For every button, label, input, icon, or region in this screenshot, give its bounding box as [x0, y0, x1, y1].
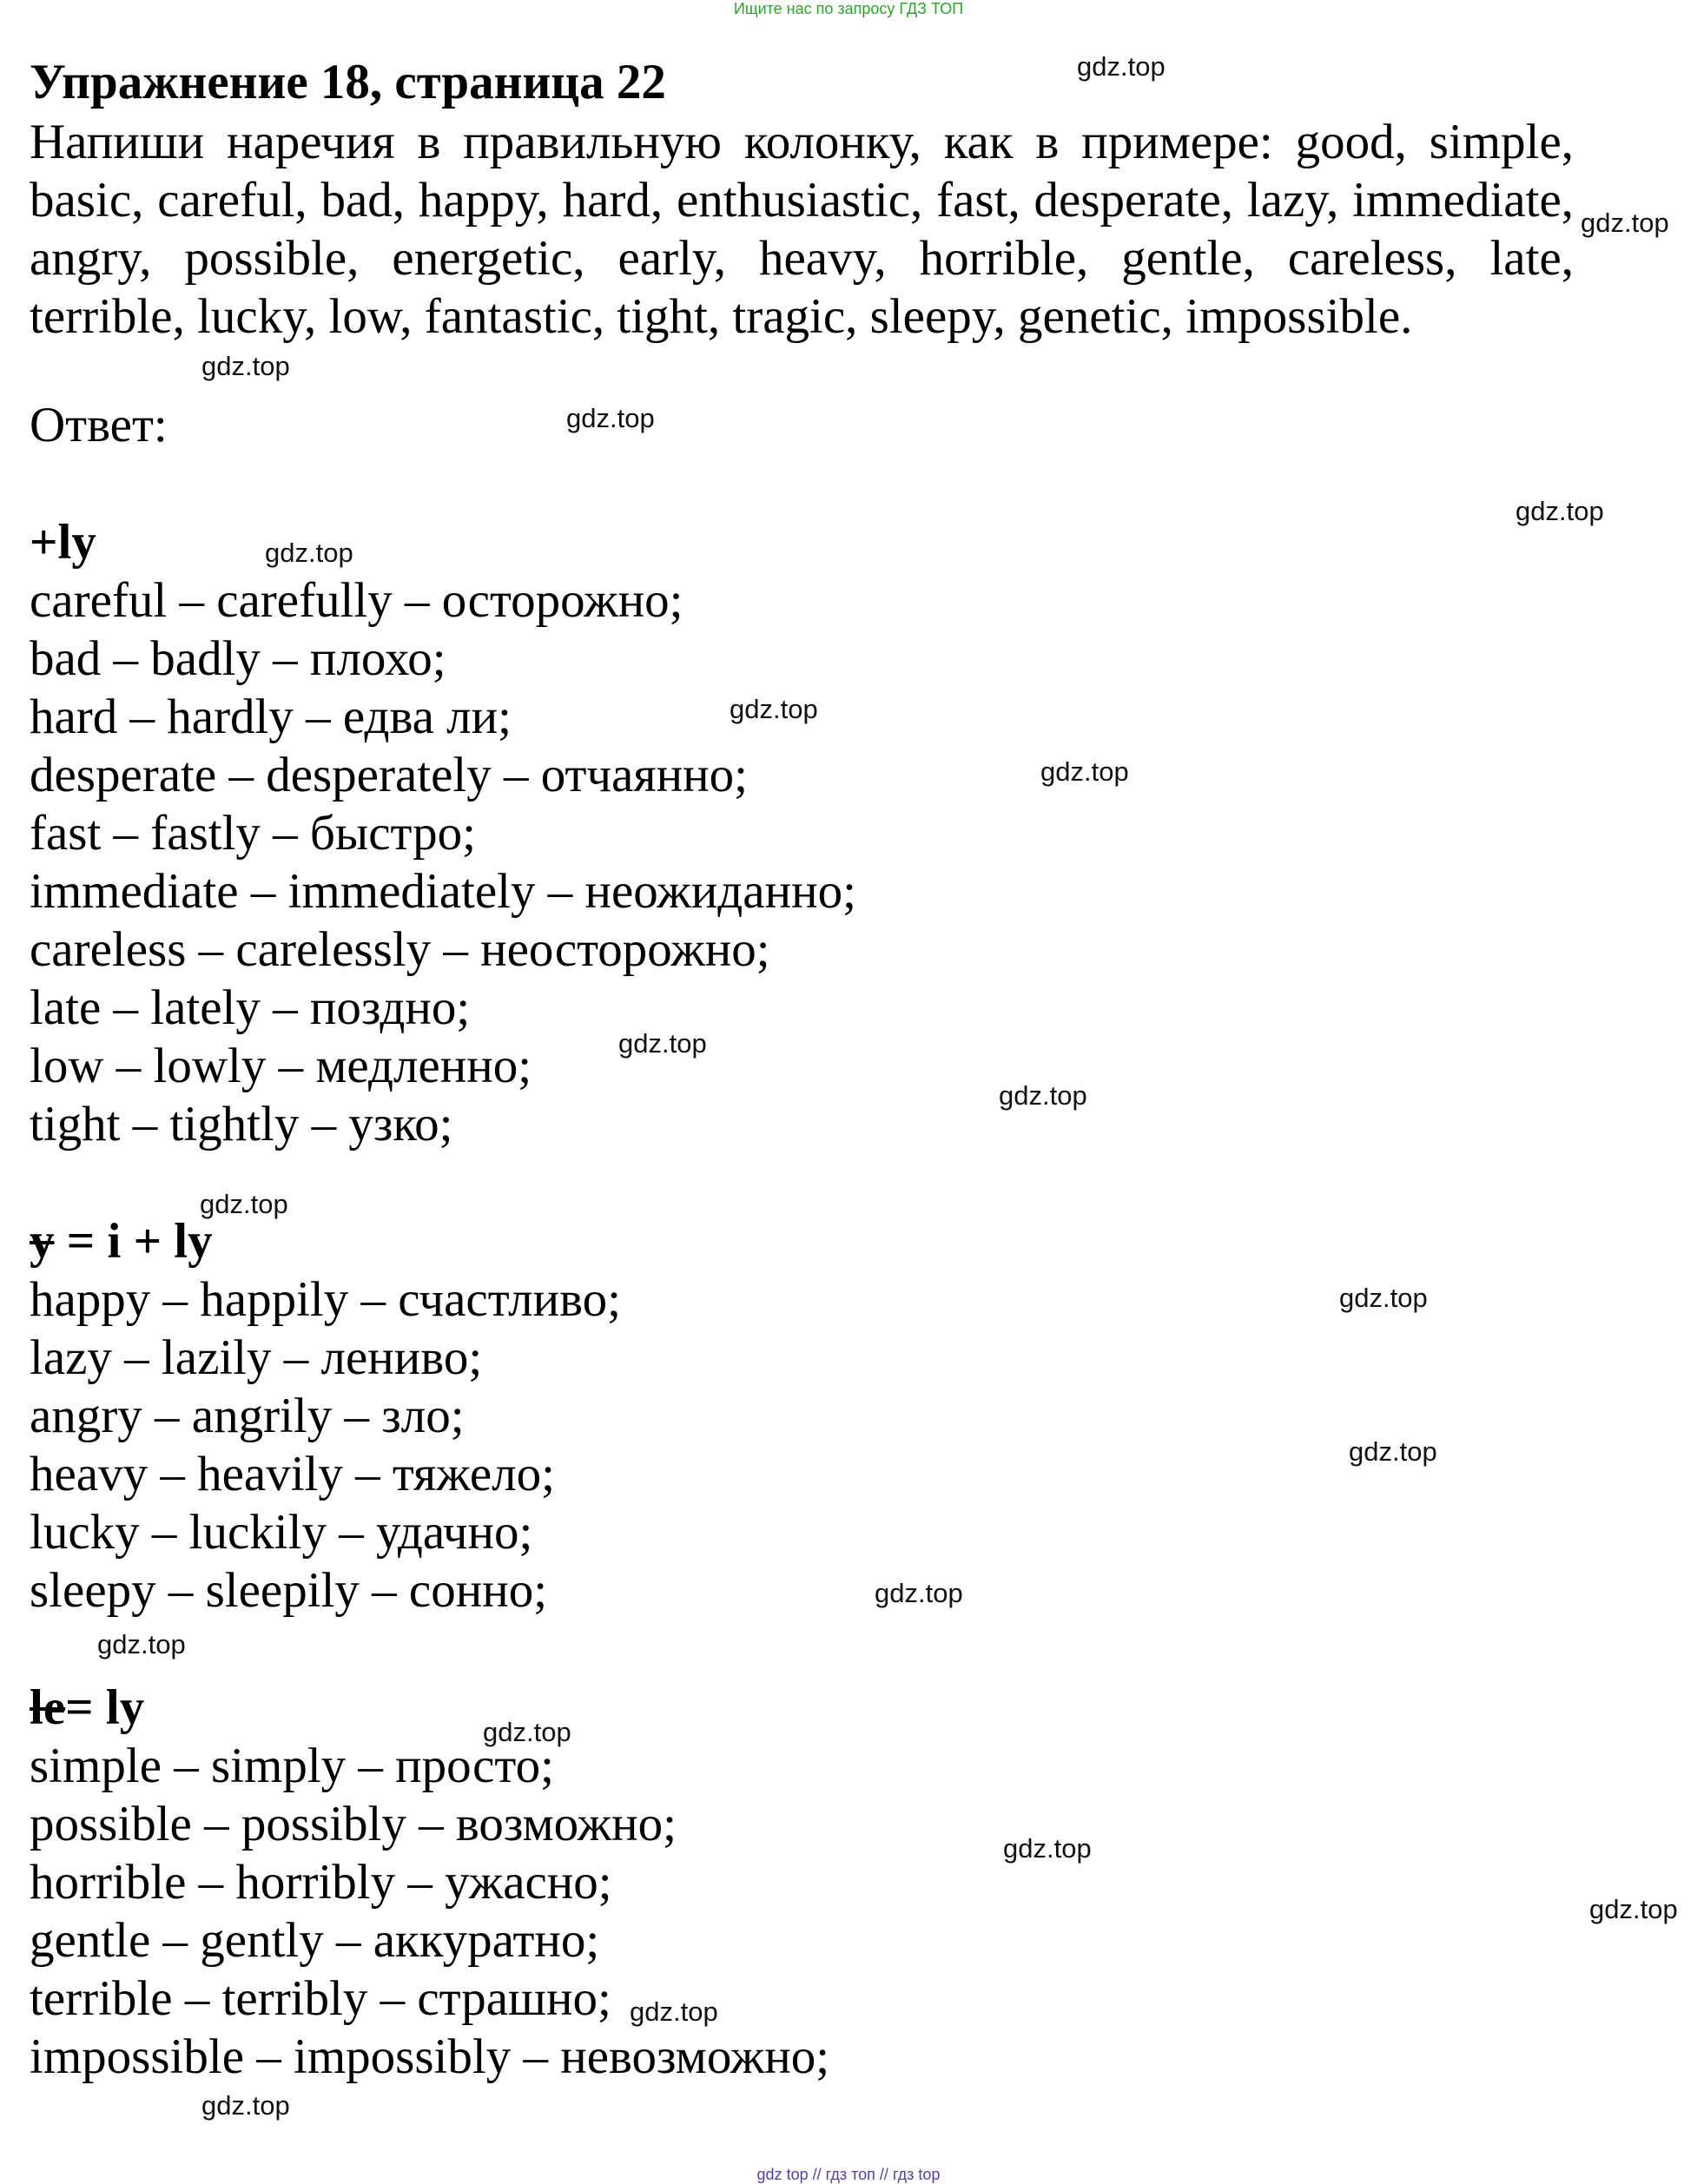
group-ly — [30, 513, 1575, 1153]
watermark: gdz.top — [1040, 756, 1129, 787]
footer-links: gdz top // гдз топ // гдз top — [756, 2166, 941, 2183]
watermark: gdz.top — [97, 1629, 186, 1659]
watermark: gdz.top — [201, 351, 290, 381]
watermark: gdz.top — [1339, 1283, 1428, 1313]
answer-line: tight – tightly – узко; — [30, 1097, 453, 1151]
answer-line: terrible – terribly – страшно; — [30, 1971, 611, 2026]
watermark: gdz.top — [1515, 496, 1604, 526]
watermark: gdz.top — [1581, 208, 1669, 238]
watermark: gdz.top — [483, 1717, 571, 1747]
answer-line: bad – badly – плохо; — [30, 631, 446, 686]
answer-line: horrible – horribly – ужасно; — [30, 1855, 612, 1910]
watermark: gdz.top — [875, 1578, 963, 1608]
watermark: gdz.top — [1003, 1833, 1092, 1864]
watermark: gdz.top — [566, 403, 655, 433]
answer-line: careless – carelessly – неосторожно; — [30, 922, 770, 977]
answer-line: careful – carefully – осторожно; — [30, 573, 683, 628]
watermark: gdz.top — [200, 1189, 288, 1219]
watermark: gdz.top — [999, 1080, 1087, 1111]
heading-rule: = i + ly — [54, 1214, 213, 1269]
top-banner: Ищите нас по запросу ГДЗ ТОП — [733, 0, 964, 17]
answer-line: desperate – desperately – отчаянно; — [30, 748, 748, 802]
answer-line: immediate – immediately – неожиданно; — [30, 864, 856, 919]
page-title: Упражнение 18, страница 22 — [30, 55, 666, 109]
watermark: gdz.top — [201, 2090, 290, 2121]
watermark: gdz.top — [1077, 51, 1165, 82]
answer-line: hard – hardly – едва ли; — [30, 690, 512, 744]
watermark: gdz.top — [618, 1028, 707, 1059]
answer-line: fast – fastly – быстро; — [30, 806, 476, 861]
watermark: gdz.top — [1589, 1894, 1678, 1924]
answer-line: impossible – impossibly – невозможно; — [30, 2029, 830, 2084]
answer-line: angry – angrily – зло; — [30, 1389, 465, 1443]
group-heading — [30, 1679, 1575, 1737]
answer-line: lazy – lazily – лениво; — [30, 1330, 483, 1385]
answer-line: heavy – heavily – тяжело; — [30, 1447, 555, 1501]
answer-line: low – lowly – медленно; — [30, 1039, 532, 1093]
answer-label: Ответ: — [30, 398, 168, 452]
task-text: Напиши наречия в правильную колонку, как в примере: good, simple, basic, careful, bad, happy, hard, enthusiastic, fast, desperate, lazy, immediate, angry, possible, energetic, early, heavy, horrible, gentle, careless, late, terrible, lucky, low, fantastic, tight, tragic, sleepy, genetic, impossible. — [30, 115, 1574, 344]
watermark: gdz.top — [265, 538, 353, 568]
answer-line: happy – happily – счастливо; — [30, 1272, 621, 1327]
answer-line: possible – possibly – возможно; — [30, 1797, 677, 1851]
group-heading — [30, 513, 1575, 571]
answer-line: lucky – luckily – удачно; — [30, 1505, 533, 1560]
watermark: gdz.top — [730, 694, 818, 724]
answer-line: gentle – gently – аккуратно; — [30, 1913, 600, 1968]
answer-line: late – lately – поздно; — [30, 980, 471, 1035]
answer-line: sleepy – sleepily – сонно; — [30, 1563, 548, 1618]
group-y-to-i — [30, 1212, 1575, 1620]
heading-rule: = ly — [65, 1680, 145, 1735]
watermark: gdz.top — [1349, 1436, 1437, 1467]
struck-suffix: le — [30, 1680, 66, 1735]
heading-rule: +ly — [30, 515, 96, 570]
answer-line: simple – simply – просто; — [30, 1739, 554, 1793]
group-heading — [30, 1212, 1575, 1270]
struck-suffix: y — [30, 1214, 55, 1269]
watermark: gdz.top — [630, 1996, 718, 2027]
group-le-to-ly — [30, 1679, 1575, 2086]
